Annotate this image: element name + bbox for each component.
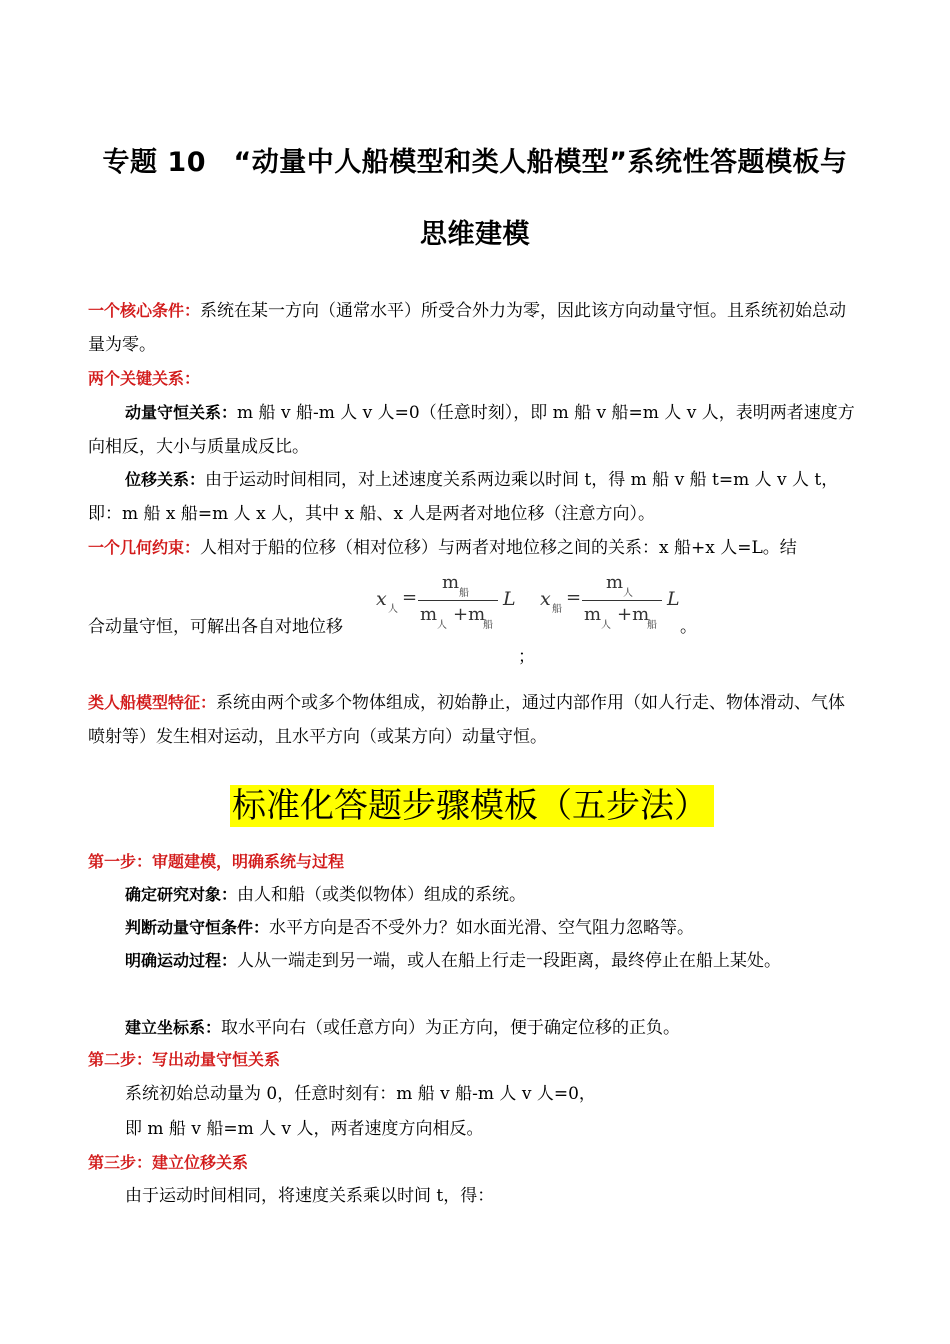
displacement-relation-label: 位移关系： — [125, 470, 206, 489]
step1-item-2-label: 判断动量守恒条件： — [125, 918, 270, 937]
momentum-relation-label: 动量守恒关系： — [125, 403, 238, 422]
core-condition-label: 一个核心条件： — [88, 301, 201, 320]
displacement-relation-text: 由于运动时间相同，对上述速度关系两边乘以时间 t，得 m 船 v 船 t=m 人 v 人 t，即：m 船 x 船=m 人 x 人，其中 x 船、x 人是两者对地位移（注意方向）。 — [88, 470, 839, 524]
formula-1-den-b-sub: 船 — [483, 620, 493, 631]
step1-item-3 — [88, 944, 858, 978]
core-condition-paragraph — [88, 294, 858, 362]
step1-heading — [88, 845, 858, 879]
two-relations-heading — [88, 362, 858, 396]
formula-x-person — [376, 570, 526, 630]
formula-1-fraction-bar — [418, 600, 498, 601]
step2-line-1: 系统初始总动量为 0，任意时刻有：m 船 v 船-m 人 v 人=0， — [125, 1084, 596, 1104]
step2-label: 第二步：写出动量守恒关系 — [88, 1050, 281, 1069]
step1-item-2-text: 水平方向是否不受外力？如水面光滑、空气阻力忽略等。 — [269, 918, 695, 938]
step2-line-2: 即 m 船 v 船=m 人 v 人，两者速度方向相反。 — [125, 1119, 484, 1139]
formula-2-den-b-sub: 船 — [647, 620, 657, 631]
step1-item-3-text: 人从一端走到另一端，或人在船上行走一段距离，最终停止在船上某处。 — [237, 951, 782, 971]
formula-1-rhs: L — [503, 588, 516, 610]
formula-1-lhs-sub: 人 — [388, 604, 398, 615]
step3-label: 第三步：建立位移关系 — [88, 1153, 249, 1172]
formula-1-lhs: x — [376, 588, 387, 610]
similar-model-text: 系统由两个或多个物体组成，初始静止，通过内部作用（如人行走、物体滑动、气体喷射等）发生相对运动，且水平方向（或某方向）动量守恒。 — [88, 693, 846, 747]
formula-1-den-plus: +m — [453, 604, 486, 625]
step3-heading — [88, 1146, 858, 1180]
formula-2-den-plus: +m — [617, 604, 650, 625]
formula-x-boat — [540, 570, 690, 630]
step2-heading — [88, 1043, 858, 1077]
step1-item-1-label: 确定研究对象： — [125, 885, 238, 904]
formula-2-rhs: L — [667, 588, 680, 610]
title-line-1: 专题 10 “动量中人船模型和类人船模型”系统性答题模板与 — [102, 147, 848, 178]
similar-model-label: 类人船模型特征： — [88, 693, 217, 712]
formula-2-num: m — [606, 572, 624, 593]
formula-1-num-sub: 船 — [459, 588, 469, 599]
formula-1-num: m — [442, 572, 460, 593]
formula-2-eq: = — [566, 587, 582, 608]
momentum-relation-text: m 船 v 船-m 人 v 人=0（任意时刻），即 m 船 v 船=m 人 v 人，表明两者速度方向相反，大小与质量成反比。 — [88, 403, 855, 457]
step1-item-4-label: 建立坐标系： — [125, 1018, 222, 1037]
step1-item-1-text: 由人和船（或类似物体）组成的系统。 — [237, 885, 527, 905]
step1-label: 第一步：审题建模，明确系统与过程 — [88, 852, 345, 871]
momentum-relation-paragraph — [88, 396, 858, 464]
step1-item-4-text: 取水平向右（或任意方向）为正方向，便于确定位移的正负。 — [221, 1018, 681, 1038]
formula-2-den-a-sub: 人 — [601, 620, 611, 631]
step1-item-3-label: 明确运动过程： — [125, 951, 238, 970]
geometry-constraint-text: 人相对于船的位移（相对位移）与两者对地位移之间的关系：x 船+x 人=L。结 — [200, 538, 797, 558]
formula-1-den-a-sub: 人 — [437, 620, 447, 631]
formula-2-lhs-sub: 船 — [552, 604, 562, 615]
formula-2-num-sub: 人 — [623, 588, 633, 599]
geometry-semicolon: ； — [518, 647, 535, 667]
step1-item-4 — [88, 1011, 858, 1045]
geometry-constraint-paragraph — [88, 531, 858, 565]
step1-item-2 — [88, 911, 858, 945]
formula-1-den-a: m — [420, 604, 438, 625]
formula-1-eq: = — [402, 587, 418, 608]
formula-2-den-a: m — [584, 604, 602, 625]
similar-model-paragraph — [88, 686, 858, 754]
two-relations-label: 两个关键关系： — [88, 369, 201, 388]
step1-item-1 — [88, 878, 858, 912]
formula-2-fraction-bar — [582, 600, 662, 601]
template-heading: 标准化答题步骤模板（五步法） — [230, 785, 714, 827]
geometry-constraint-line2: 合动量守恒，可解出各自对地位移 — [88, 617, 343, 637]
formula-2-lhs: x — [540, 588, 551, 610]
step3-line-1: 由于运动时间相同，将速度关系乘以时间 t，得： — [125, 1186, 495, 1206]
geometry-end-punct: 。 — [680, 617, 697, 637]
core-condition-text: 系统在某一方向（通常水平）所受合外力为零，因此该方向动量守恒。且系统初始总动量为零。 — [88, 301, 847, 355]
geometry-constraint-label: 一个几何约束： — [88, 538, 201, 557]
displacement-relation-paragraph — [88, 463, 858, 531]
title-line-2: 思维建模 — [420, 219, 530, 250]
